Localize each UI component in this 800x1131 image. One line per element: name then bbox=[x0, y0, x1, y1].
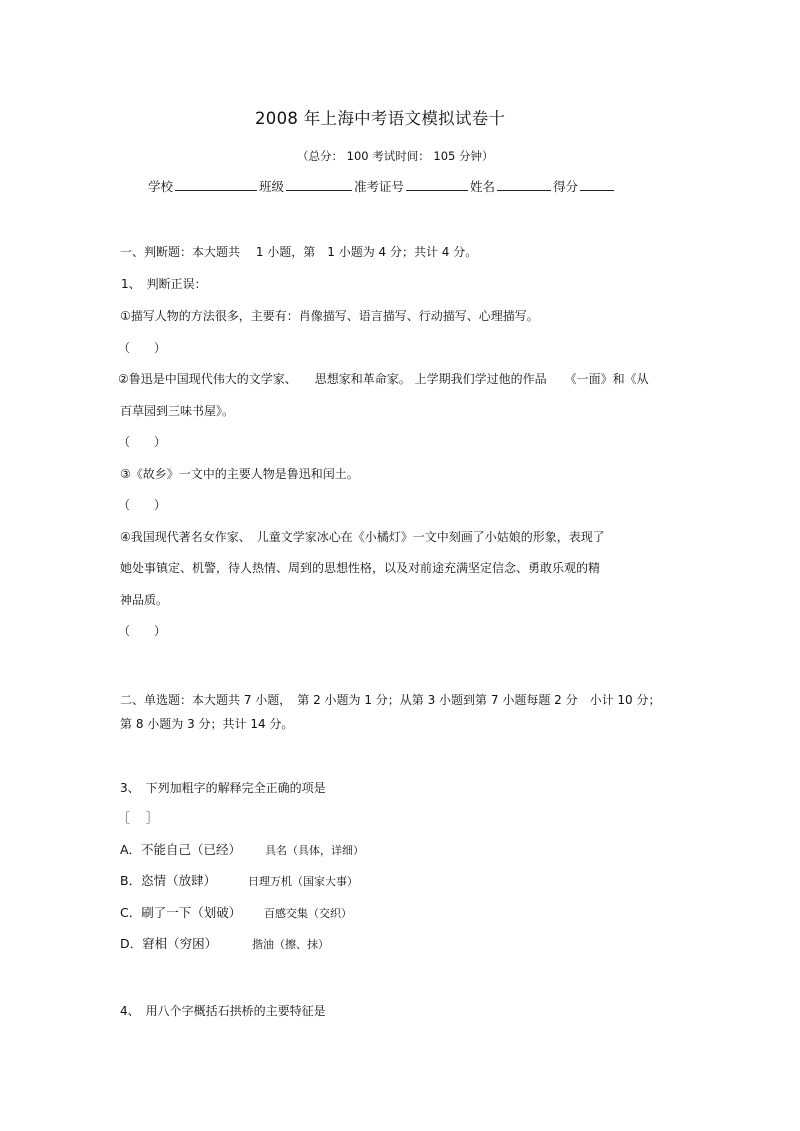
statement-3: ③《故乡》一文中的主要人物是鲁迅和闰土。 bbox=[120, 467, 359, 481]
option-c-text: C．刷了一下（划破） bbox=[120, 905, 242, 920]
option-a-text: A．不能自己（已经） bbox=[120, 842, 242, 857]
option-a[interactable] bbox=[120, 842, 241, 858]
option-d-text: D．窘相（穷困） bbox=[120, 936, 218, 951]
section1-header: 一、判断题：本大题共 1 小题，第 1 小题为 4 分；共计 4 分。 bbox=[120, 245, 478, 259]
class-blank[interactable] bbox=[286, 178, 352, 191]
name-blank[interactable] bbox=[497, 178, 551, 191]
class-label: 班级 bbox=[259, 179, 285, 194]
page-title: 2008 年上海中考语文模拟试卷十 bbox=[255, 109, 506, 128]
section2-header-line2: 第 8 小题为 3 分；共计 14 分。 bbox=[120, 717, 294, 731]
option-a-extra: 具名（具体，详细） bbox=[265, 844, 364, 857]
name-label: 姓名 bbox=[470, 179, 496, 194]
question-4-stem: 4、 用八个字概括石拱桥的主要特征是 bbox=[120, 1004, 326, 1018]
statement-1: ①描写人物的方法很多，主要有：肖像描写、语言描写、行动描写、心理描写。 bbox=[120, 309, 539, 323]
answer-bracket-3[interactable]: （ ） bbox=[118, 498, 167, 512]
school-label: 学校 bbox=[148, 179, 174, 194]
statement-4-line2: 她处事镇定、机警，待人热情、周到的思想性格，以及对前途充满坚定信念、勇敢乐观的精 bbox=[120, 561, 601, 575]
statement-4-line1: ④我国现代著名女作家、 儿童文学家冰心在《小橘灯》一文中刻画了小姑娘的形象，表现了 bbox=[120, 530, 605, 544]
answer-bracket-4[interactable]: （ ） bbox=[118, 624, 167, 638]
answer-bracket-1[interactable]: （ ） bbox=[118, 341, 167, 355]
option-d[interactable] bbox=[120, 936, 217, 952]
section2-header-line1: 二、单选题：本大题共 7 小题， 第 2 小题为 1 分；从第 3 小题到第 7 小题每题 2 分 小计 10 分； bbox=[120, 693, 661, 707]
statement-2-line2: 百草园到三味书屋》。 bbox=[120, 404, 235, 418]
score-label: 得分 bbox=[553, 179, 579, 194]
exam-meta: （总分： 100 考试时间： 105 分钟） bbox=[297, 149, 494, 163]
option-c-extra: 百感交集（交织） bbox=[264, 907, 352, 920]
exam-no-label: 准考证号 bbox=[354, 179, 405, 194]
answer-bracket-2[interactable]: （ ） bbox=[118, 435, 167, 449]
option-b[interactable] bbox=[120, 873, 216, 889]
question-3-answer-bracket[interactable]: ［ ］ bbox=[118, 811, 158, 825]
student-info-line bbox=[148, 178, 616, 195]
score-blank[interactable] bbox=[580, 178, 614, 191]
question-3-stem: 3、 下列加粗字的解释完全正确的项是 bbox=[120, 781, 326, 795]
school-blank[interactable] bbox=[175, 178, 257, 191]
option-d-extra: 揩油（擦、抹） bbox=[252, 938, 329, 951]
question-1-label: 1、 判断正误： bbox=[121, 277, 207, 291]
option-b-extra: 日理万机（国家大事） bbox=[248, 875, 358, 888]
option-b-text: B．恣情（放肆） bbox=[120, 873, 217, 888]
statement-2-line1: ②鲁迅是中国现代伟大的文学家、 思想家和革命家。 上学期我们学过他的作品 《一面》和《从 bbox=[118, 372, 649, 386]
option-c[interactable] bbox=[120, 905, 241, 921]
exam-no-blank[interactable] bbox=[406, 178, 468, 191]
statement-4-line3: 神品质。 bbox=[120, 593, 169, 607]
